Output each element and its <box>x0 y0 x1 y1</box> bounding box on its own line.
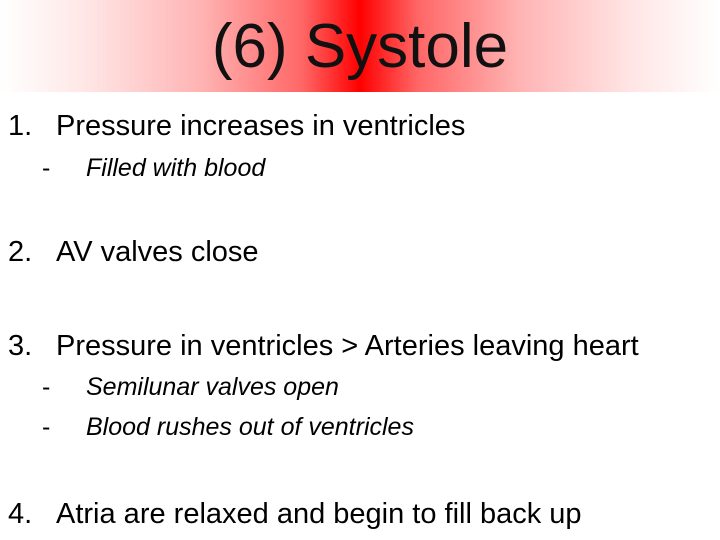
list-text-4: Atria are relaxed and begin to fill back up <box>56 498 582 530</box>
list-text-1: Pressure increases in ventricles <box>56 110 466 142</box>
sub-item-3-2 <box>0 410 720 444</box>
sub-dash: - <box>42 413 51 441</box>
list-item-2 <box>0 232 720 272</box>
sub-item-3-1 <box>0 370 720 404</box>
slide-title: (6) Systole <box>211 12 509 81</box>
list-item-1 <box>0 106 720 146</box>
list-text-2: AV valves close <box>56 236 259 268</box>
sub-text-3-2: Blood rushes out of ventricles <box>86 413 414 441</box>
list-number-4: 4. <box>8 498 33 530</box>
list-item-3 <box>0 326 720 366</box>
list-number-1: 1. <box>8 110 33 142</box>
list-item-4 <box>0 494 720 534</box>
list-text-3: Pressure in ventricles > Arteries leaving heart <box>56 330 639 362</box>
list-number-3: 3. <box>8 330 33 362</box>
sub-text-3-1: Semilunar valves open <box>86 373 339 401</box>
sub-dash: - <box>42 373 51 401</box>
list-number-2: 2. <box>8 236 33 268</box>
sub-text-1-1: Filled with blood <box>86 154 266 182</box>
sub-item-1-1 <box>0 151 720 185</box>
sub-dash: - <box>42 154 51 182</box>
